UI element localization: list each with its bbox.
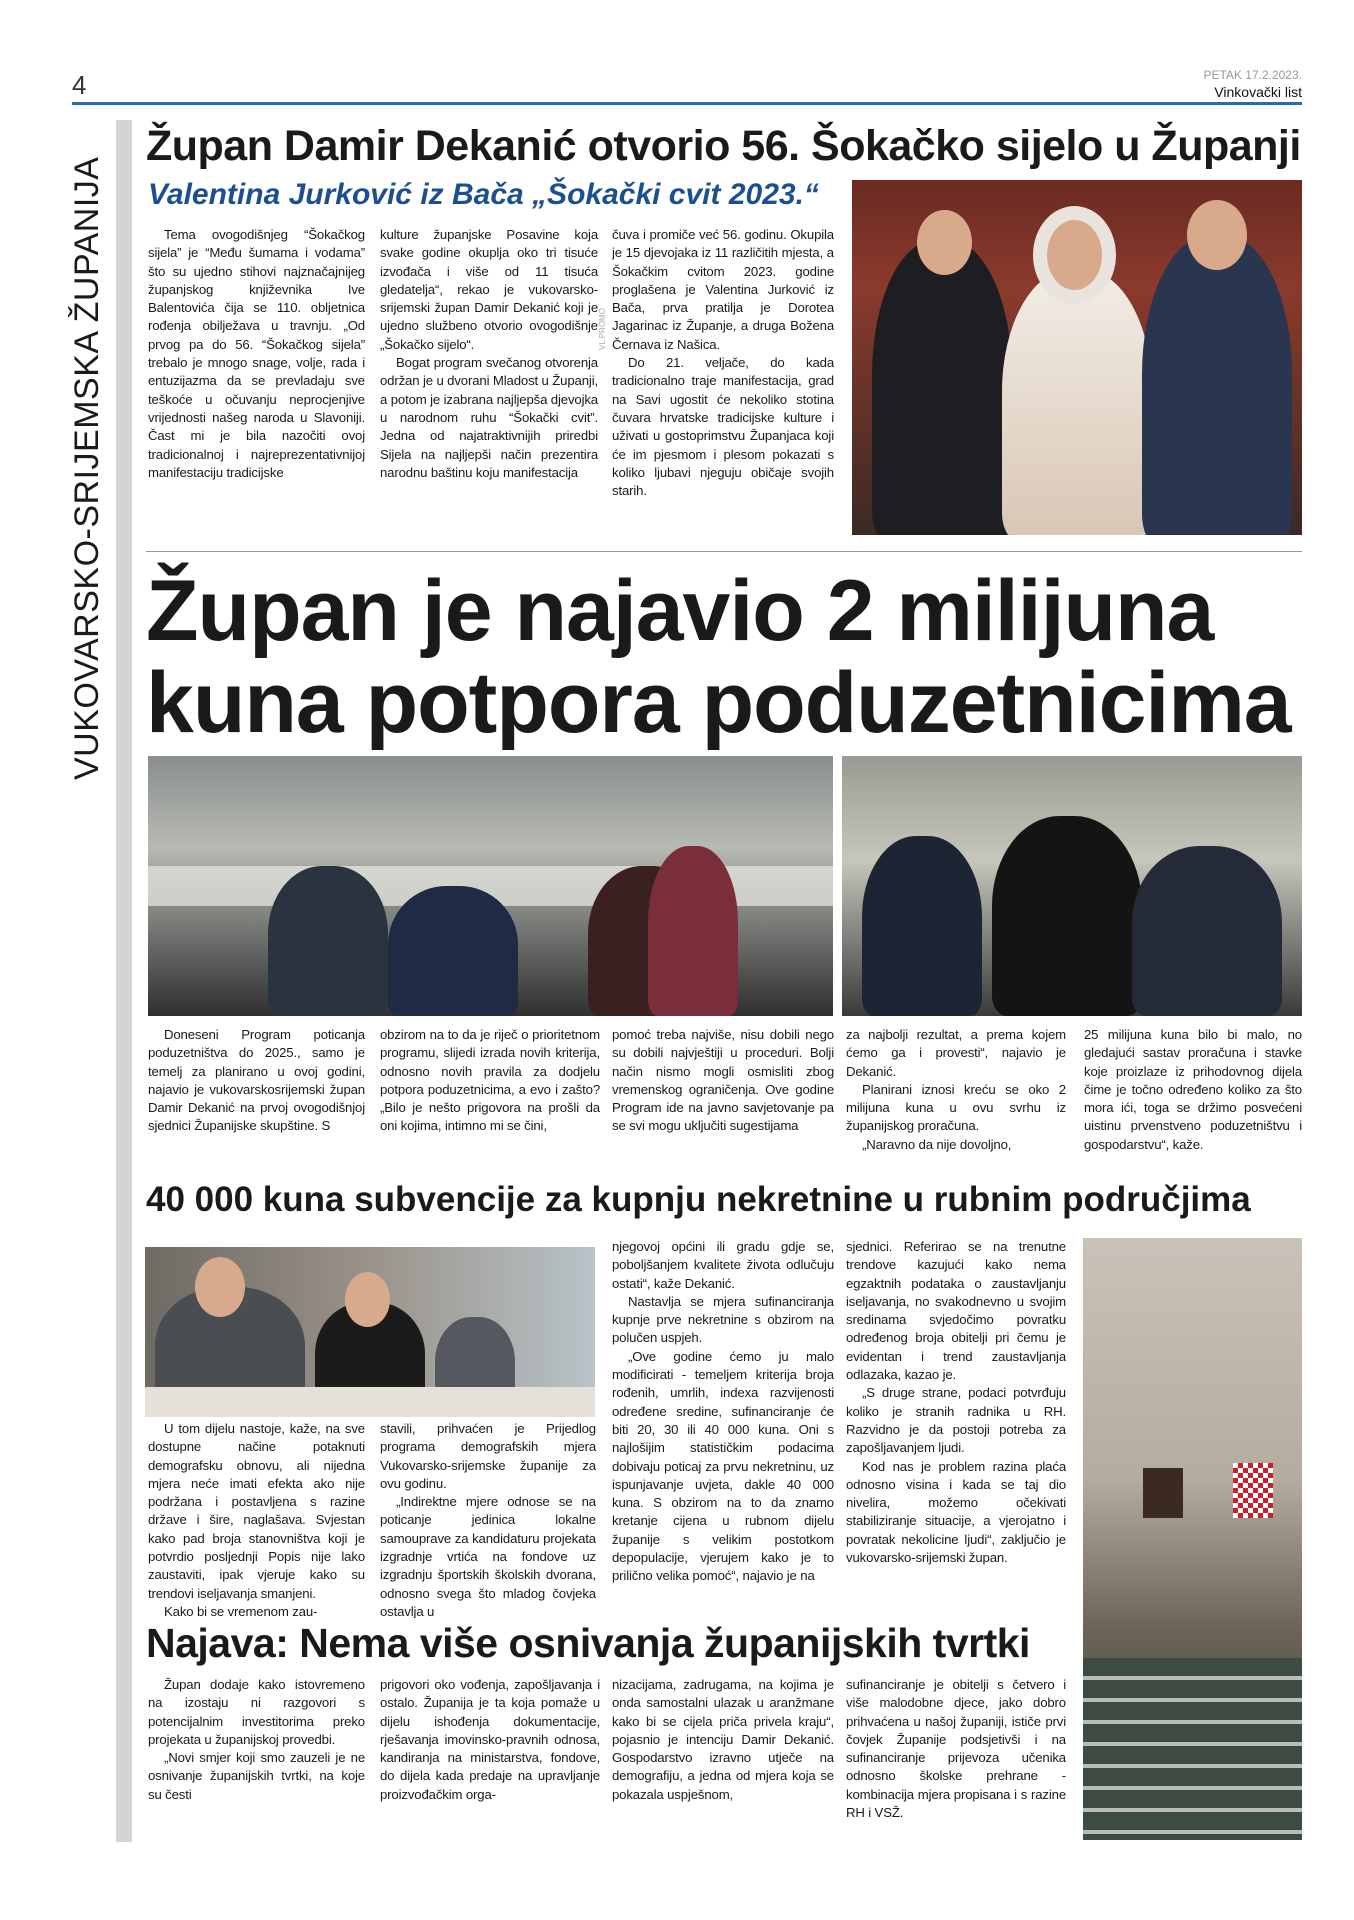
- paragraph: Tema ovogodišnjeg “Šokačkog sijela” je “Među šumama i vodama” što su ujedno stihovi najznačajnijeg županjskog književnika Ive Balentovića čija se 110. obljetnica rođenja obilježava u travnju. „Od prvog pa do 56. “Šokačkog sijela” trebalo je mnogo snage, volje, rada i entuzijazma da se prevladaju sve teškoće u očuvanju neprocjenjive vrijednosti našeg naroda u Slavoniji. Čast mi je bila nazočiti ovoj tradicionalnoj i najreprezentativnijoj manifestaciju tradicijske: [148, 227, 365, 480]
- headline-line-2: kuna potpora poduzetnicima: [146, 655, 1291, 751]
- article3-col3: [612, 1238, 834, 1618]
- article2-col3: [612, 1026, 834, 1176]
- section-side-bar: [116, 120, 132, 1842]
- article2-col4: [846, 1026, 1066, 1176]
- article4-col2: [380, 1676, 600, 1844]
- header-rule: [72, 102, 1302, 105]
- article4-title: Najava: Nema više osnivanja županijskih tvrtki: [146, 1620, 1030, 1666]
- paragraph: Kod nas je problem razina plaća odnosno visina i kada se taj dio nivelira, možemo očekivati stabiliziranje situacije, a vjerojatno i povratak nekolicine ljudi“, zaključio je vukovarsko-srijemski župan.: [846, 1458, 1066, 1566]
- paragraph: „Indirektne mjere odnose se na poticanje jedinica lokalne samouprave za kandidaturu projekata izgradnje vrtića na fondove uz izgradnju športskih školskih dvorana, odnosno svega što mladog čovjeka ostavlja u: [380, 1494, 596, 1618]
- section-label: VUKOVARSKO-SRIJEMSKA ŽUPANIJA: [68, 156, 106, 780]
- paragraph: „Naravno da nije dovoljno,: [862, 1136, 1012, 1152]
- article1-title: Župan Damir Dekanić otvorio 56. Šokačko sijelo u Županji: [146, 122, 1301, 170]
- article2-headline: [146, 565, 1291, 749]
- paragraph: Do 21. veljače, do kada tradicionalno traje manifestacija, grad na Savi ugostit će nekoliko stotina čuvara hrvatske tradicijske kulture i uživati u gostoprimstvu Županjaca koji će im pjesmom i plesom pokazati s koliko ljubavi njeguju običaje svojih starih.: [612, 355, 834, 499]
- article1-subtitle: Valentina Jurković iz Bača „Šokački cvit 2023.“: [148, 178, 819, 211]
- article4-col4: [846, 1676, 1066, 1844]
- paragraph: Doneseni Program poticanja poduzetništva do 2025., samo je temelj za planirano u ovoj godini, najavio je vukovarskosrijemski župan Damir Dekanić na prvoj ovogodišnjoj sjednici Županijske skupštine. S: [148, 1027, 365, 1134]
- article2-col5: [1084, 1026, 1302, 1176]
- councillors-photo: [842, 756, 1302, 1016]
- paragraph: Planirani iznosi kreću se oko 2 milijuna kuna u ovu svrhu iz županijskog proračuna.: [846, 1081, 1066, 1134]
- panel-photo: [145, 1247, 595, 1417]
- article3-col2: [380, 1420, 596, 1618]
- publication-name: Vinkovački list: [1214, 84, 1302, 100]
- paragraph: prigovori oko vođenja, zapošljavanja i ostalo. Županija je ta koja pomaže u dijelu ishođenja dokumentacije, rješavanja imovinsko-pravnih odnosa, kandiranja na ministarstva, fondove, do dijela kada predaje na upravljanje proizvođačkim orga-: [380, 1677, 600, 1802]
- paragraph: obzirom na to da je riječ o prioritetnom programu, slijedi izrada novih kriterija, odnosno novih pravila za dodjelu potpora poduzetnicima, a evo i zašto? „Bilo je nešto prigovora na prošli da oni kojima, intimno mi se čini,: [380, 1027, 600, 1134]
- article4-col3: [612, 1676, 834, 1844]
- paragraph: njegovoj općini ili gradu gdje se, poboljšanjem kvalitete života odlučuju ostati“, kaže Dekanić.: [612, 1239, 834, 1291]
- paragraph: Nastavlja se mjera sufinanciranja kupnje prve nekretnine s obzirom na polučen uspjeh.: [612, 1293, 834, 1346]
- paragraph: Bogat program svečanog otvorenja održan je u dvorani Mladost u Županji, a potom je izabrana najljepša djevojka u narodnom ruhu “Šokački cvit”. Jedna od najatraktivnijih priredbi Sijela na najljepši način prezentira narodnu baštinu koju manifestacija: [380, 355, 598, 480]
- paragraph: U tom dijelu nastoje, kaže, na sve dostupne načine potaknuti demografsku obnovu, ali nijedna mjera neće imati efekta ako nije podržana i postavljena s razine države i šire, naglašava. Svjestan kako pad broja stanovništva koji je potvrdio posljednji Popis nije lako zaustaviti, ipak vjeruje kako su trendovi iseljavanja smanjeni.: [148, 1421, 365, 1601]
- paragraph: nizacijama, zadrugama, na kojima je onda samostalni ulazak u aranžmane kako bi se cijela priča privela kraju“, pojasnio je intenciju Damir Dekanić. Gospodarstvo izravno utječe na demografiju, a jedna od mjera koja se pokazala uspješnom,: [612, 1677, 834, 1802]
- paragraph: 25 milijuna kuna bilo bi malo, no gledajući sastav proračuna i stavke koje proizlaze iz prihodovnog dijela čime je točno određeno koliko za što mora ići, toga se držimo posvećeni uistinu prvenstveno poduzetništvu i gospodarstvu“, kaže.: [1084, 1027, 1302, 1152]
- article1-col3: [612, 226, 834, 538]
- article4-col1: [148, 1676, 365, 1844]
- paragraph: „Novi smjer koji smo zauzeli je ne osnivanje županijskih tvrtki, na koje su česti: [148, 1750, 365, 1802]
- issue-date: PETAK 17.2.2023.: [1203, 68, 1302, 82]
- paragraph: čuva i promiče već 56. godinu. Okupila je 15 djevojaka iz 11 različitih mjesta, a Šokačkim cvitom 2023. godine proglašena je Valentina Jurković iz Bača, prva pratilja je Dorotea Jagarinac iz Županje, a druga Božena Černava iz Našica.: [612, 227, 834, 352]
- article3-col1: [148, 1420, 365, 1618]
- article1-col1: [148, 226, 365, 538]
- paragraph: sufinanciranje je obitelji s četvero i više malodobne djece, jako dobro prihvaćena u našoj županiji, ističe prvi čovjek Županije podsjetivši i na sufinanciranje prijevoza učenika odnosno školske prehrane - kombinacija mjera propisana i s razine RH i VSŽ.: [846, 1677, 1066, 1821]
- paragraph: Župan dodaje kako istovremeno na izostaju ni razgovori s potencijalnim investitorima preko projekata u županijskoj provedbi.: [148, 1677, 365, 1747]
- page-number: 4: [72, 70, 87, 100]
- article3-col4: [846, 1238, 1066, 1618]
- chamber-photo: [1083, 1238, 1302, 1840]
- headline-line-1: Župan je najavio 2 milijuna: [146, 563, 1214, 659]
- article2-col1: [148, 1026, 365, 1176]
- paragraph: za najbolji rezultat, a prema kojem ćemo ga i provesti“, najavio je Dekanić.: [846, 1027, 1066, 1079]
- paragraph: stavili, prihvaćen je Prijedlog programa demografskih mjera Vukovarsko-srijemske županije za ovu godinu.: [380, 1421, 596, 1491]
- photo-credit: VL PROMO: [598, 308, 607, 350]
- section-divider: [146, 551, 1302, 552]
- assembly-hall-photo: [148, 756, 833, 1016]
- article2-col2: [380, 1026, 600, 1176]
- paragraph: Kako bi se vremenom zau-: [164, 1603, 318, 1618]
- article1-photo: [852, 180, 1302, 535]
- paragraph: „Ove godine ćemo ju malo modificirati - temeljem kriterija broja rođenih, umrlih, indexa razvijenosti određene sredine, sufinanciranje će biti 20, 30 ili 40 000 kuna. Oni s najlošijim statističkim podacima dobivaju poticaj za prvu nekretninu, uz ispunjavanje uvjeta, dakle 40 000 kuna. S obzirom na to da znamo kretanje cijena u rubnom dijelu županije s velikim postotkom depopulacije, vjerujem kako je to prilično velika pomoć“, najavio je na: [612, 1348, 834, 1584]
- paragraph: pomoć treba najviše, nisu dobili nego su dobili najvještiji u proceduri. Bolji način nismo mogli osmisliti zbog vremenskog ograničenja. Ove godine Program ide na javno savjetovanje pa se svi mogu uključiti sugestijama: [612, 1027, 834, 1134]
- paragraph: kulture županjske Posavine koja svake godine okuplja oko tri tisuće izvođača i više od 11 tisuća gledatelja“, rekao je vukovarsko-srijemski župan Damir Dekanić koji je ujedno službeno otvorio ovogodišnje „Šokačko sijelo“.: [380, 227, 598, 352]
- article1-col2: [380, 226, 598, 538]
- paragraph: „S druge strane, podaci potvrđuju koliko je stranih radnika u RH. Razvidno je da postoji potreba za zapošljavanjem ljudi.: [846, 1385, 1066, 1456]
- paragraph: sjednici. Referirao se na trenutne trendove kazujući kako nema egzaktnih podataka o zaustavljanju iseljavanja, no svakodnevno u svojim sredinama svjedočimo povratku određenog broja obitelji pri čemu je evidentan i trend zaustavljanja odlazaka, kazao je.: [846, 1239, 1066, 1383]
- article3-title: 40 000 kuna subvencije za kupnju nekretnine u rubnim područjima: [146, 1180, 1251, 1219]
